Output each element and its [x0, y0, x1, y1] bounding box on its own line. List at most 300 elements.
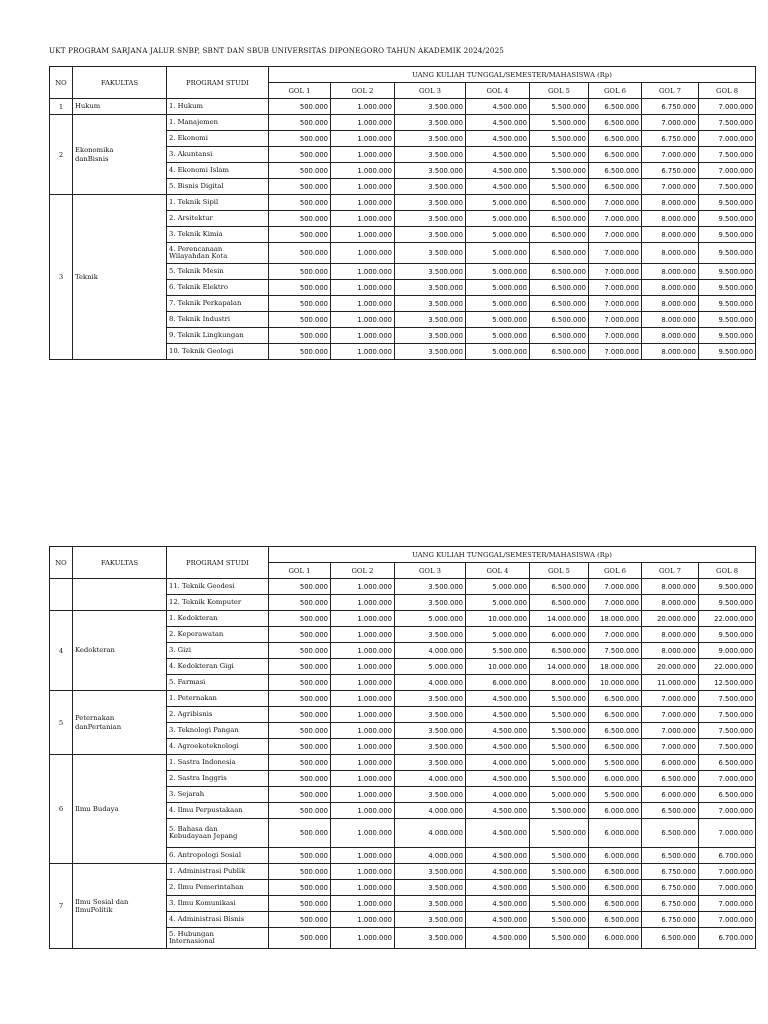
gol-6-value: 7.000.000 [589, 280, 642, 296]
gol-6-value: 7.000.000 [589, 627, 642, 643]
gol-5-value: 5.500.000 [530, 928, 589, 949]
gol-2-value: 1.000.000 [331, 819, 395, 848]
faculty-name: Peternakan danPertanian [73, 691, 167, 755]
gol-5-value: 5.500.000 [530, 803, 589, 819]
gol-3-value: 3.500.000 [395, 627, 466, 643]
program-name: 1. Kedokteran [167, 611, 269, 627]
gol-4-value: 4.500.000 [466, 115, 530, 131]
gol-4-value: 4.000.000 [466, 755, 530, 771]
gol-2-value: 1.000.000 [331, 595, 395, 611]
gol-8-value: 7.000.000 [699, 99, 756, 115]
program-name: 4. Administrasi Bisnis [167, 912, 269, 928]
gol-7-value: 8.000.000 [642, 296, 699, 312]
gol-5-value: 14.000.000 [530, 659, 589, 675]
gol-6-value: 7.000.000 [589, 579, 642, 595]
gol-3-value: 3.500.000 [395, 864, 466, 880]
gol-6-value: 6.500.000 [589, 880, 642, 896]
gol-1-value: 500.000 [269, 819, 331, 848]
gol-6-value: 6.500.000 [589, 912, 642, 928]
gol-8-value: 6.500.000 [699, 787, 756, 803]
gol-7-value: 6.500.000 [642, 848, 699, 864]
faculty-number: 2 [50, 115, 73, 195]
gol-5-value: 5.500.000 [530, 147, 589, 163]
gol-1-value: 500.000 [269, 912, 331, 928]
header-fakultas: FAKULTAS [73, 547, 167, 579]
program-name: 7. Teknik Perkapalan [167, 296, 269, 312]
gol-3-value: 3.500.000 [395, 147, 466, 163]
gol-5-value: 5.500.000 [530, 163, 589, 179]
gol-8-value: 7.000.000 [699, 131, 756, 147]
gol-7-value: 6.750.000 [642, 896, 699, 912]
gol-2-value: 1.000.000 [331, 912, 395, 928]
faculty-name: Ilmu Sosial dan IlmuPolitik [73, 864, 167, 949]
gol-8-value: 9.000.000 [699, 643, 756, 659]
program-name: 5. Bisnis Digital [167, 179, 269, 195]
gol-1-value: 500.000 [269, 344, 331, 360]
gol-5-value: 5.000.000 [530, 787, 589, 803]
gol-3-value: 3.500.000 [395, 896, 466, 912]
gol-8-value: 9.500.000 [699, 227, 756, 243]
gol-1-value: 500.000 [269, 131, 331, 147]
gol-2-value: 1.000.000 [331, 99, 395, 115]
gol-6-value: 18.000.000 [589, 611, 642, 627]
gol-5-value: 5.500.000 [530, 819, 589, 848]
gol-4-value: 4.500.000 [466, 707, 530, 723]
gol-8-value: 9.500.000 [699, 328, 756, 344]
gol-1-value: 500.000 [269, 675, 331, 691]
gol-3-value: 3.500.000 [395, 755, 466, 771]
program-name: 3. Sejarah [167, 787, 269, 803]
program-name: 3. Akuntansi [167, 147, 269, 163]
gol-4-value: 5.000.000 [466, 211, 530, 227]
gol-5-value: 5.500.000 [530, 691, 589, 707]
ukt-table-page2 [49, 546, 756, 949]
gol-3-value: 5.000.000 [395, 659, 466, 675]
gol-5-value: 6.500.000 [530, 195, 589, 211]
gol-3-value: 4.000.000 [395, 848, 466, 864]
gol-4-value: 5.000.000 [466, 595, 530, 611]
gol-8-value: 7.500.000 [699, 707, 756, 723]
gol-8-value: 9.500.000 [699, 312, 756, 328]
gol-3-value: 3.500.000 [395, 344, 466, 360]
gol-2-value: 1.000.000 [331, 147, 395, 163]
program-name: 1. Sastra Indonesia [167, 755, 269, 771]
gol-8-value: 7.000.000 [699, 864, 756, 880]
gol-5-value: 6.500.000 [530, 595, 589, 611]
gol-8-value: 6.700.000 [699, 928, 756, 949]
gol-3-value: 3.500.000 [395, 264, 466, 280]
faculty-number [50, 579, 73, 611]
gol-6-value: 7.000.000 [589, 328, 642, 344]
gol-4-value: 5.000.000 [466, 264, 530, 280]
gol-3-value: 3.500.000 [395, 211, 466, 227]
gol-7-value: 20.000.000 [642, 659, 699, 675]
gol-6-value: 6.500.000 [589, 691, 642, 707]
header-fakultas: FAKULTAS [73, 67, 167, 99]
gol-2-value: 1.000.000 [331, 675, 395, 691]
program-name: 9. Teknik Lingkungan [167, 328, 269, 344]
gol-8-value: 7.500.000 [699, 147, 756, 163]
gol-6-value: 7.000.000 [589, 264, 642, 280]
gol-8-value: 9.500.000 [699, 627, 756, 643]
gol-5-value: 8.000.000 [530, 675, 589, 691]
gol-1-value: 500.000 [269, 803, 331, 819]
program-name: 8. Teknik Industri [167, 312, 269, 328]
gol-4-value: 4.500.000 [466, 803, 530, 819]
gol-7-value: 7.000.000 [642, 723, 699, 739]
gol-6-value: 7.000.000 [589, 595, 642, 611]
gol-5-value: 5.500.000 [530, 848, 589, 864]
gol-6-value: 7.500.000 [589, 643, 642, 659]
gol-3-value: 3.500.000 [395, 928, 466, 949]
gol-2-value: 1.000.000 [331, 739, 395, 755]
gol-5-value: 5.000.000 [530, 755, 589, 771]
gol-7-value: 7.000.000 [642, 691, 699, 707]
gol-7-value: 8.000.000 [642, 643, 699, 659]
gol-1-value: 500.000 [269, 848, 331, 864]
header-gol-5: GOL 5 [530, 563, 589, 579]
gol-7-value: 6.750.000 [642, 912, 699, 928]
gol-8-value: 9.500.000 [699, 595, 756, 611]
gol-3-value: 3.500.000 [395, 880, 466, 896]
gol-2-value: 1.000.000 [331, 312, 395, 328]
program-name: 1. Teknik Sipil [167, 195, 269, 211]
gol-7-value: 8.000.000 [642, 579, 699, 595]
program-name: 4. Ilmu Perpustakaan [167, 803, 269, 819]
gol-2-value: 1.000.000 [331, 771, 395, 787]
gol-1-value: 500.000 [269, 627, 331, 643]
program-name: 4. Kedokteran Gigi [167, 659, 269, 675]
gol-3-value: 3.500.000 [395, 723, 466, 739]
program-name: 5. Hubungan Internasional [167, 928, 269, 949]
program-name: 4. Ekonomi Islam [167, 163, 269, 179]
gol-1-value: 500.000 [269, 659, 331, 675]
gol-8-value: 9.500.000 [699, 280, 756, 296]
gol-7-value: 6.500.000 [642, 771, 699, 787]
gol-1-value: 500.000 [269, 579, 331, 595]
gol-5-value: 5.500.000 [530, 771, 589, 787]
gol-1-value: 500.000 [269, 312, 331, 328]
program-name: 1. Manajemen [167, 115, 269, 131]
program-name: 1. Hukum [167, 99, 269, 115]
gol-8-value: 7.500.000 [699, 115, 756, 131]
gol-1-value: 500.000 [269, 264, 331, 280]
gol-4-value: 5.000.000 [466, 328, 530, 344]
gol-7-value: 7.000.000 [642, 707, 699, 723]
header-gol-2: GOL 2 [331, 83, 395, 99]
gol-4-value: 4.500.000 [466, 819, 530, 848]
gol-2-value: 1.000.000 [331, 723, 395, 739]
gol-2-value: 1.000.000 [331, 163, 395, 179]
gol-2-value: 1.000.000 [331, 707, 395, 723]
gol-4-value: 5.000.000 [466, 227, 530, 243]
gol-5-value: 5.500.000 [530, 723, 589, 739]
gol-3-value: 3.500.000 [395, 280, 466, 296]
program-name: 4. Perencanaan Wilayahdan Kota [167, 243, 269, 264]
program-name: 3. Teknologi Pangan [167, 723, 269, 739]
gol-7-value: 7.000.000 [642, 147, 699, 163]
gol-1-value: 500.000 [269, 739, 331, 755]
gol-1-value: 500.000 [269, 227, 331, 243]
gol-2-value: 1.000.000 [331, 243, 395, 264]
gol-6-value: 6.500.000 [589, 723, 642, 739]
gol-5-value: 6.500.000 [530, 264, 589, 280]
gol-1-value: 500.000 [269, 723, 331, 739]
gol-8-value: 7.000.000 [699, 896, 756, 912]
gol-7-value: 8.000.000 [642, 280, 699, 296]
gol-2-value: 1.000.000 [331, 195, 395, 211]
header-gol-7: GOL 7 [642, 563, 699, 579]
program-name: 2. Sastra Inggris [167, 771, 269, 787]
gol-3-value: 3.500.000 [395, 115, 466, 131]
header-program-studi: PROGRAM STUDI [167, 547, 269, 579]
gol-8-value: 7.000.000 [699, 880, 756, 896]
gol-5-value: 5.500.000 [530, 739, 589, 755]
faculty-number: 5 [50, 691, 73, 755]
gol-5-value: 14.000.000 [530, 611, 589, 627]
gol-6-value: 6.000.000 [589, 928, 642, 949]
gol-8-value: 9.500.000 [699, 579, 756, 595]
gol-8-value: 9.500.000 [699, 243, 756, 264]
gol-4-value: 10.000.000 [466, 659, 530, 675]
gol-8-value: 7.000.000 [699, 819, 756, 848]
gol-7-value: 8.000.000 [642, 227, 699, 243]
gol-6-value: 6.500.000 [589, 147, 642, 163]
header-gol-1: GOL 1 [269, 83, 331, 99]
table-row [50, 691, 756, 707]
header-gol-4: GOL 4 [466, 83, 530, 99]
gol-5-value: 6.500.000 [530, 643, 589, 659]
gol-8-value: 7.500.000 [699, 739, 756, 755]
gol-3-value: 3.500.000 [395, 691, 466, 707]
gol-1-value: 500.000 [269, 928, 331, 949]
ukt-table-page1 [49, 66, 756, 360]
gol-6-value: 6.500.000 [589, 896, 642, 912]
gol-6-value: 10.000.000 [589, 675, 642, 691]
document-title: UKT PROGRAM SARJANA JALUR SNBP, SBNT DAN SBUB UNIVERSITAS DIPONEGORO TAHUN AKADEMIK 2024/2025 [49, 46, 505, 55]
gol-2-value: 1.000.000 [331, 659, 395, 675]
gol-7-value: 7.000.000 [642, 739, 699, 755]
header-gol-1: GOL 1 [269, 563, 331, 579]
gol-7-value: 8.000.000 [642, 264, 699, 280]
gol-4-value: 5.000.000 [466, 280, 530, 296]
gol-4-value: 4.500.000 [466, 723, 530, 739]
gol-5-value: 6.000.000 [530, 627, 589, 643]
gol-5-value: 6.500.000 [530, 344, 589, 360]
program-name: 6. Antropologi Sosial [167, 848, 269, 864]
gol-8-value: 6.500.000 [699, 755, 756, 771]
gol-1-value: 500.000 [269, 99, 331, 115]
gol-4-value: 4.500.000 [466, 864, 530, 880]
table-row [50, 579, 756, 595]
gol-7-value: 8.000.000 [642, 344, 699, 360]
gol-8-value: 22.000.000 [699, 659, 756, 675]
gol-2-value: 1.000.000 [331, 264, 395, 280]
faculty-number: 3 [50, 195, 73, 360]
gol-7-value: 8.000.000 [642, 211, 699, 227]
gol-3-value: 4.000.000 [395, 675, 466, 691]
gol-7-value: 6.500.000 [642, 819, 699, 848]
gol-4-value: 4.500.000 [466, 928, 530, 949]
gol-7-value: 8.000.000 [642, 627, 699, 643]
gol-7-value: 6.750.000 [642, 880, 699, 896]
gol-5-value: 5.500.000 [530, 131, 589, 147]
gol-5-value: 5.500.000 [530, 179, 589, 195]
gol-6-value: 18.000.000 [589, 659, 642, 675]
gol-3-value: 3.500.000 [395, 707, 466, 723]
gol-7-value: 8.000.000 [642, 328, 699, 344]
gol-3-value: 3.500.000 [395, 328, 466, 344]
gol-3-value: 4.000.000 [395, 819, 466, 848]
gol-6-value: 5.500.000 [589, 755, 642, 771]
gol-6-value: 6.000.000 [589, 803, 642, 819]
header-program-studi: PROGRAM STUDI [167, 67, 269, 99]
gol-3-value: 4.000.000 [395, 803, 466, 819]
gol-8-value: 7.000.000 [699, 771, 756, 787]
gol-5-value: 6.500.000 [530, 211, 589, 227]
header-gol-8: GOL 8 [699, 563, 756, 579]
gol-7-value: 8.000.000 [642, 312, 699, 328]
gol-2-value: 1.000.000 [331, 611, 395, 627]
gol-6-value: 7.000.000 [589, 344, 642, 360]
gol-6-value: 7.000.000 [589, 312, 642, 328]
gol-2-value: 1.000.000 [331, 227, 395, 243]
gol-7-value: 6.750.000 [642, 163, 699, 179]
gol-4-value: 5.000.000 [466, 296, 530, 312]
gol-4-value: 4.500.000 [466, 179, 530, 195]
gol-4-value: 4.500.000 [466, 147, 530, 163]
gol-7-value: 8.000.000 [642, 243, 699, 264]
gol-4-value: 4.500.000 [466, 848, 530, 864]
table-row [50, 864, 756, 880]
faculty-number: 6 [50, 755, 73, 864]
faculty-name: Kedokteran [73, 611, 167, 691]
gol-3-value: 3.500.000 [395, 179, 466, 195]
gol-2-value: 1.000.000 [331, 896, 395, 912]
gol-6-value: 6.000.000 [589, 848, 642, 864]
header-no: NO [50, 67, 73, 99]
header-gol-6: GOL 6 [589, 563, 642, 579]
table-row [50, 195, 756, 211]
header-gol-3: GOL 3 [395, 563, 466, 579]
program-name: 10. Teknik Geologi [167, 344, 269, 360]
gol-2-value: 1.000.000 [331, 643, 395, 659]
gol-1-value: 500.000 [269, 691, 331, 707]
faculty-name [73, 579, 167, 611]
gol-5-value: 6.500.000 [530, 579, 589, 595]
gol-6-value: 6.000.000 [589, 771, 642, 787]
gol-6-value: 7.000.000 [589, 243, 642, 264]
gol-7-value: 11.000.000 [642, 675, 699, 691]
gol-8-value: 9.500.000 [699, 344, 756, 360]
gol-3-value: 3.500.000 [395, 195, 466, 211]
program-name: 2. Keperawatan [167, 627, 269, 643]
header-ukt: UANG KULIAH TUNGGAL/SEMESTER/MAHASISWA (Rp) [269, 547, 756, 563]
gol-2-value: 1.000.000 [331, 880, 395, 896]
gol-5-value: 5.500.000 [530, 864, 589, 880]
gol-3-value: 3.500.000 [395, 579, 466, 595]
gol-6-value: 6.500.000 [589, 163, 642, 179]
gol-4-value: 5.000.000 [466, 627, 530, 643]
header-gol-3: GOL 3 [395, 83, 466, 99]
gol-7-value: 6.500.000 [642, 928, 699, 949]
faculty-name: Ekonomika danBisnis [73, 115, 167, 195]
gol-6-value: 7.000.000 [589, 211, 642, 227]
gol-8-value: 7.500.000 [699, 691, 756, 707]
gol-4-value: 4.500.000 [466, 896, 530, 912]
gol-4-value: 4.000.000 [466, 787, 530, 803]
gol-5-value: 5.500.000 [530, 880, 589, 896]
gol-4-value: 4.500.000 [466, 912, 530, 928]
gol-2-value: 1.000.000 [331, 627, 395, 643]
gol-8-value: 9.500.000 [699, 211, 756, 227]
gol-4-value: 4.500.000 [466, 691, 530, 707]
gol-7-value: 6.000.000 [642, 787, 699, 803]
gol-4-value: 5.000.000 [466, 195, 530, 211]
program-name: 12. Teknik Komputer [167, 595, 269, 611]
gol-2-value: 1.000.000 [331, 280, 395, 296]
header-gol-8: GOL 8 [699, 83, 756, 99]
program-name: 6. Teknik Elektro [167, 280, 269, 296]
gol-3-value: 4.000.000 [395, 771, 466, 787]
gol-1-value: 500.000 [269, 243, 331, 264]
gol-2-value: 1.000.000 [331, 328, 395, 344]
faculty-name: Ilmu Budaya [73, 755, 167, 864]
gol-8-value: 7.000.000 [699, 912, 756, 928]
gol-1-value: 500.000 [269, 328, 331, 344]
gol-3-value: 3.500.000 [395, 131, 466, 147]
gol-3-value: 3.500.000 [395, 296, 466, 312]
gol-7-value: 6.000.000 [642, 755, 699, 771]
gol-1-value: 500.000 [269, 179, 331, 195]
header-ukt: UANG KULIAH TUNGGAL/SEMESTER/MAHASISWA (Rp) [269, 67, 756, 83]
program-name: 3. Gizi [167, 643, 269, 659]
gol-2-value: 1.000.000 [331, 211, 395, 227]
gol-2-value: 1.000.000 [331, 928, 395, 949]
table-row [50, 99, 756, 115]
faculty-number: 7 [50, 864, 73, 949]
gol-5-value: 5.500.000 [530, 115, 589, 131]
program-name: 2. Ekonomi [167, 131, 269, 147]
header-gol-2: GOL 2 [331, 563, 395, 579]
gol-1-value: 500.000 [269, 611, 331, 627]
gol-1-value: 500.000 [269, 864, 331, 880]
gol-1-value: 500.000 [269, 595, 331, 611]
gol-4-value: 5.000.000 [466, 344, 530, 360]
program-name: 1. Peternakan [167, 691, 269, 707]
program-name: 2. Agribisnis [167, 707, 269, 723]
header-no: NO [50, 547, 73, 579]
gol-5-value: 5.500.000 [530, 912, 589, 928]
header-gol-6: GOL 6 [589, 83, 642, 99]
gol-8-value: 12.500.000 [699, 675, 756, 691]
gol-3-value: 3.500.000 [395, 912, 466, 928]
gol-2-value: 1.000.000 [331, 755, 395, 771]
gol-1-value: 500.000 [269, 896, 331, 912]
gol-4-value: 4.500.000 [466, 739, 530, 755]
gol-8-value: 7.500.000 [699, 179, 756, 195]
gol-3-value: 3.500.000 [395, 739, 466, 755]
program-name: 2. Arsitektur [167, 211, 269, 227]
program-name: 3. Ilmu Komunikasi [167, 896, 269, 912]
program-name: 5. Teknik Mesin [167, 264, 269, 280]
gol-7-value: 20.000.000 [642, 611, 699, 627]
gol-6-value: 6.500.000 [589, 99, 642, 115]
gol-7-value: 6.750.000 [642, 131, 699, 147]
gol-5-value: 5.500.000 [530, 707, 589, 723]
gol-3-value: 3.500.000 [395, 99, 466, 115]
gol-3-value: 3.500.000 [395, 163, 466, 179]
